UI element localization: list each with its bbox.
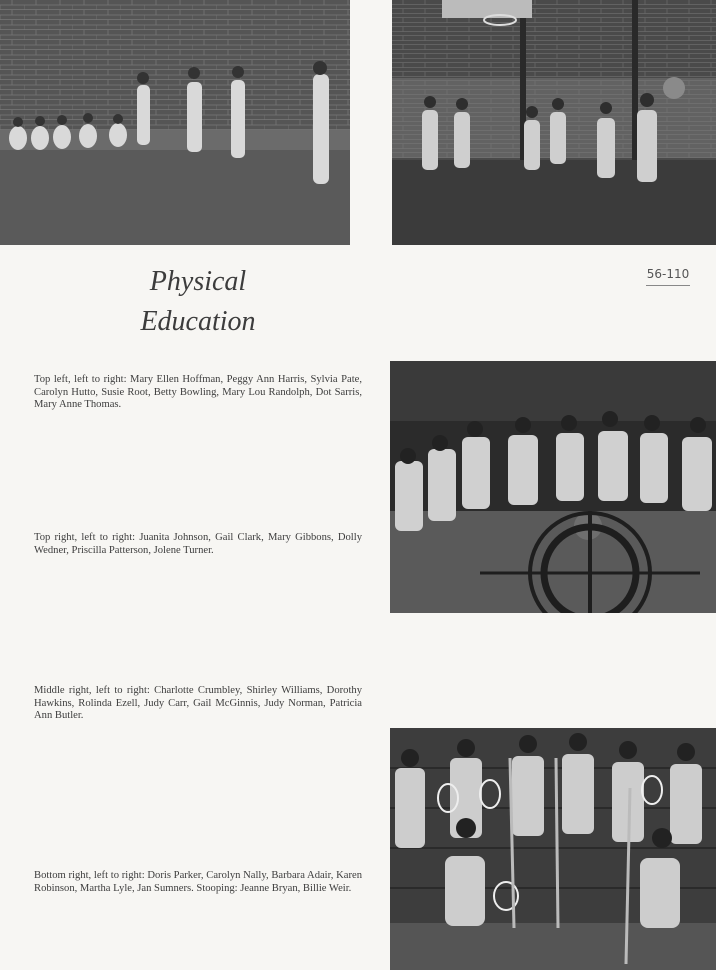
caption-middle-right: Middle right, left to right: Charlotte Crumbley, Shirley Williams, Dorothy Hawkins, Rolinda Ezell, Judy Carr, Gail McGinnis, Judy Norman, Patricia Ann Butler. <box>34 685 362 722</box>
caption-top-right: Top right, left to right: Juanita Johnson, Gail Clark, Mary Gibbons, Dolly Wedner, Priscilla Patterson, Jolene Turner. <box>34 532 362 556</box>
page-title-line-2: Education <box>140 306 256 337</box>
photo-bottom-right <box>390 728 716 970</box>
photo-top-left <box>0 0 350 245</box>
photo-middle-right <box>390 361 716 613</box>
handwritten-page-note: 56-110 <box>646 265 690 286</box>
page-title-line-1: Physical <box>149 266 247 297</box>
photo-top-right <box>392 0 716 245</box>
caption-top-left: Top left, left to right: Mary Ellen Hoffman, Peggy Ann Harris, Sylvia Pate, Carolyn Hutto, Susie Root, Betty Bowling, Mary Lou Randolph, Dot Sarris, Mary Anne Thomas. <box>34 374 362 411</box>
caption-bottom-right: Bottom right, left to right: Doris Parker, Carolyn Nally, Barbara Adair, Karen Robinson, Martha Lyle, Jan Sumners. Stooping: Jeanne Bryan, Billie Weir. <box>34 870 362 894</box>
